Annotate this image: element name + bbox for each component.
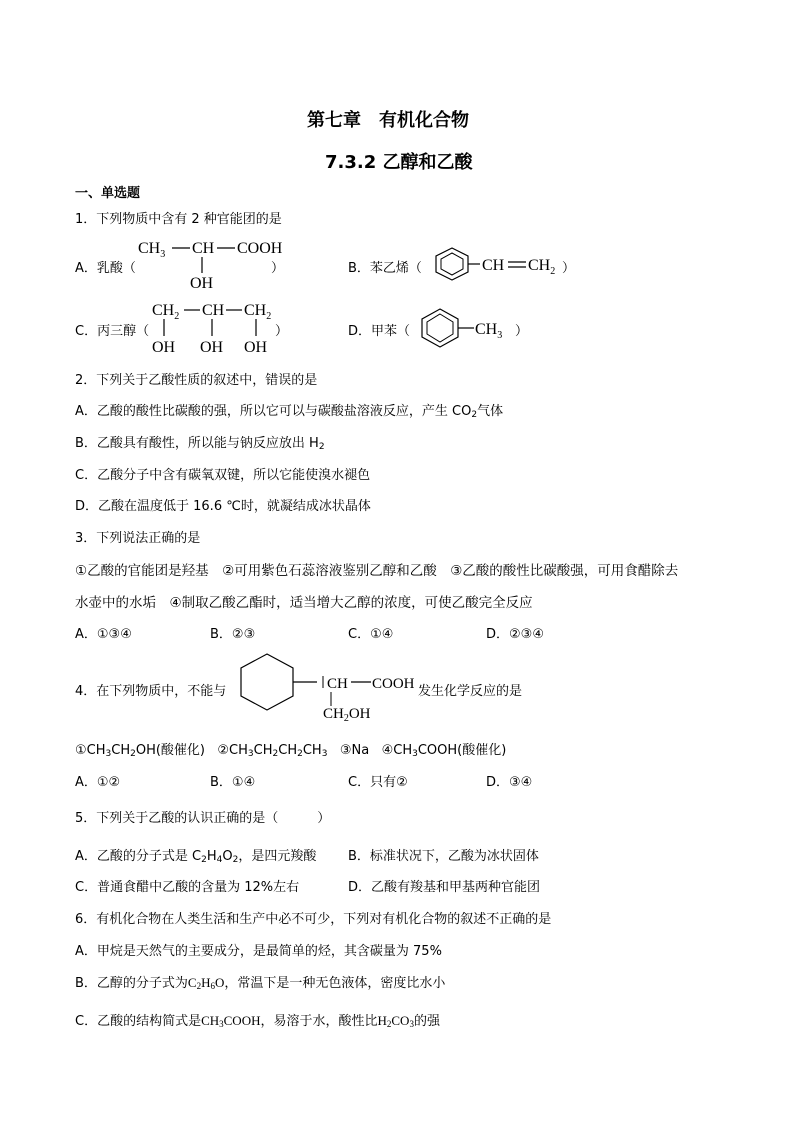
q4-option-d: D．③④ [486, 775, 533, 790]
lactic-oh: OH [190, 275, 214, 292]
q6-stem: 6．有机化合物在人类生活和生产中必不可少，下列对有机化合物的叙述不正确的是 [75, 912, 552, 927]
q4-stem-pre: 4．在下列物质中，不能与 [75, 684, 227, 699]
q4-candidate-1: $①CH_3CH_2OH$(酸催化) [75, 743, 205, 759]
q4-molecule-structure [233, 650, 423, 724]
q2-option-c: C．乙酸分子中含有碳氧双键，所以它能使溴水褪色 [75, 468, 371, 483]
q4-candidate-4: $④CH_3COOH$(酸催化) [381, 743, 507, 759]
q5-stem: 5．下列关于乙酸的认识正确的是（ ） [75, 811, 331, 826]
q1-option-c [75, 320, 149, 339]
q1-option-b [348, 257, 422, 276]
q6-option-b: B．乙醇的分子式为$C_2H_6O$，常温下是一种无色液体，密度比水小 [75, 975, 446, 991]
q1-stem: 1．下列物质中含有 2 种官能团的是 [75, 212, 282, 227]
q3-statement-line2: 水壶中的水垢 ④制取乙酸乙酯时，适当增大乙醇的浓度，可使乙酸完全反应 [75, 595, 533, 611]
q3-option-c: C．①④ [348, 627, 394, 642]
q3-option-b: B．②③ [210, 627, 256, 642]
lactic-ch: CH [192, 240, 215, 257]
q1-a-close: ） [271, 261, 285, 276]
glycerol-oh3: OH [244, 339, 268, 356]
styrene-ch2: $CH_2$ [528, 257, 556, 277]
q2-stem: 2．下列关于乙酸性质的叙述中，错误的是 [75, 373, 318, 388]
section-heading: 一、单选题 [75, 186, 141, 201]
q1-c-label: C．丙三醇（ [75, 324, 150, 339]
q5-option-b: B．标准状况下，乙酸为冰状固体 [348, 849, 539, 864]
q3-option-a: A．①③④ [75, 627, 132, 642]
q1-b-label: B．苯乙烯（ [348, 261, 422, 276]
glycerol-c2: CH [202, 302, 225, 319]
q3-stem: 3．下列说法正确的是 [75, 531, 201, 546]
q3-option-d: D．②③④ [486, 627, 544, 642]
section-title: 7.3.2 乙醇和乙酸 [325, 152, 473, 173]
q2-option-d: D．乙酸在温度低于 16.6 ℃时，就凝结成冰状晶体 [75, 499, 371, 514]
q4-candidate-3: ③Na [339, 743, 370, 758]
q1-a-label: A．乳酸（ [75, 261, 136, 276]
q4-candidate-2: $②CH_3CH_2CH_2CH_3$ [217, 743, 328, 759]
q4-option-a: A．①② [75, 775, 121, 790]
q2-option-a: A．乙酸的酸性比碳酸的强，所以它可以与碳酸盐溶液反应，产生 $CO_2$气体 [75, 404, 504, 420]
q1-option-d [348, 320, 410, 339]
q4-option-b: B．①④ [210, 775, 256, 790]
q5-option-d: D．乙酸有羧基和甲基两种官能团 [348, 880, 541, 895]
glycerol-oh1: OH [152, 339, 176, 356]
lactic-ch3: $CH_3$ [138, 240, 166, 260]
q4-mol-ch: CH [327, 676, 348, 692]
lactic-cooh: COOH [237, 240, 283, 257]
styrene-structure [422, 244, 572, 284]
glycerol-structure [148, 298, 278, 356]
q5-option-c: C．普通食醋中乙酸的含量为 12%左右 [75, 880, 300, 895]
glycerol-oh2: OH [200, 339, 224, 356]
glycerol-c3: $CH_2$ [244, 302, 272, 322]
q1-c-close: ） [275, 324, 289, 339]
q4-mol-ch2oh: $CH_2OH$ [323, 706, 371, 724]
q1-d-label: D．甲苯（ [348, 324, 411, 339]
q1-option-a [75, 257, 136, 276]
q4-mol-cooh: COOH [372, 676, 415, 692]
q5-option-a: A．乙酸的分子式是 $C_2H_4O_2$，是四元羧酸 [75, 849, 317, 865]
glycerol-c1: $CH_2$ [152, 302, 180, 322]
q3-statement-line1: ①乙酸的官能团是羟基 ②可用紫色石蕊溶液鉴别乙醇和乙酸 ③乙酸的酸性比碳酸强，可用食醋除去 [75, 563, 679, 579]
chapter-title: 第七章 有机化合物 [307, 110, 469, 131]
q4-candidates [75, 739, 506, 758]
lactic-acid-structure [134, 236, 284, 292]
q1-d-close: ） [515, 324, 529, 339]
q4-option-c: C．只有② [348, 775, 408, 790]
toluene-structure [410, 305, 520, 351]
q6-option-a: A．甲烷是天然气的主要成分，是最简单的烃，其含碳量为 75% [75, 944, 442, 959]
styrene-ch: CH [482, 257, 505, 274]
toluene-ch3: $CH_3$ [475, 321, 503, 341]
q6-option-c: C．乙酸的结构简式是$CH_3COOH$，易溶于水，酸性比$H_2CO_3$的强 [75, 1013, 440, 1029]
q1-b-close: ） [562, 261, 576, 276]
q2-option-b: B．乙酸具有酸性，所以能与钠反应放出 $H_2$ [75, 436, 325, 452]
q4-stem-post: 发生化学反应的是 [418, 684, 523, 699]
